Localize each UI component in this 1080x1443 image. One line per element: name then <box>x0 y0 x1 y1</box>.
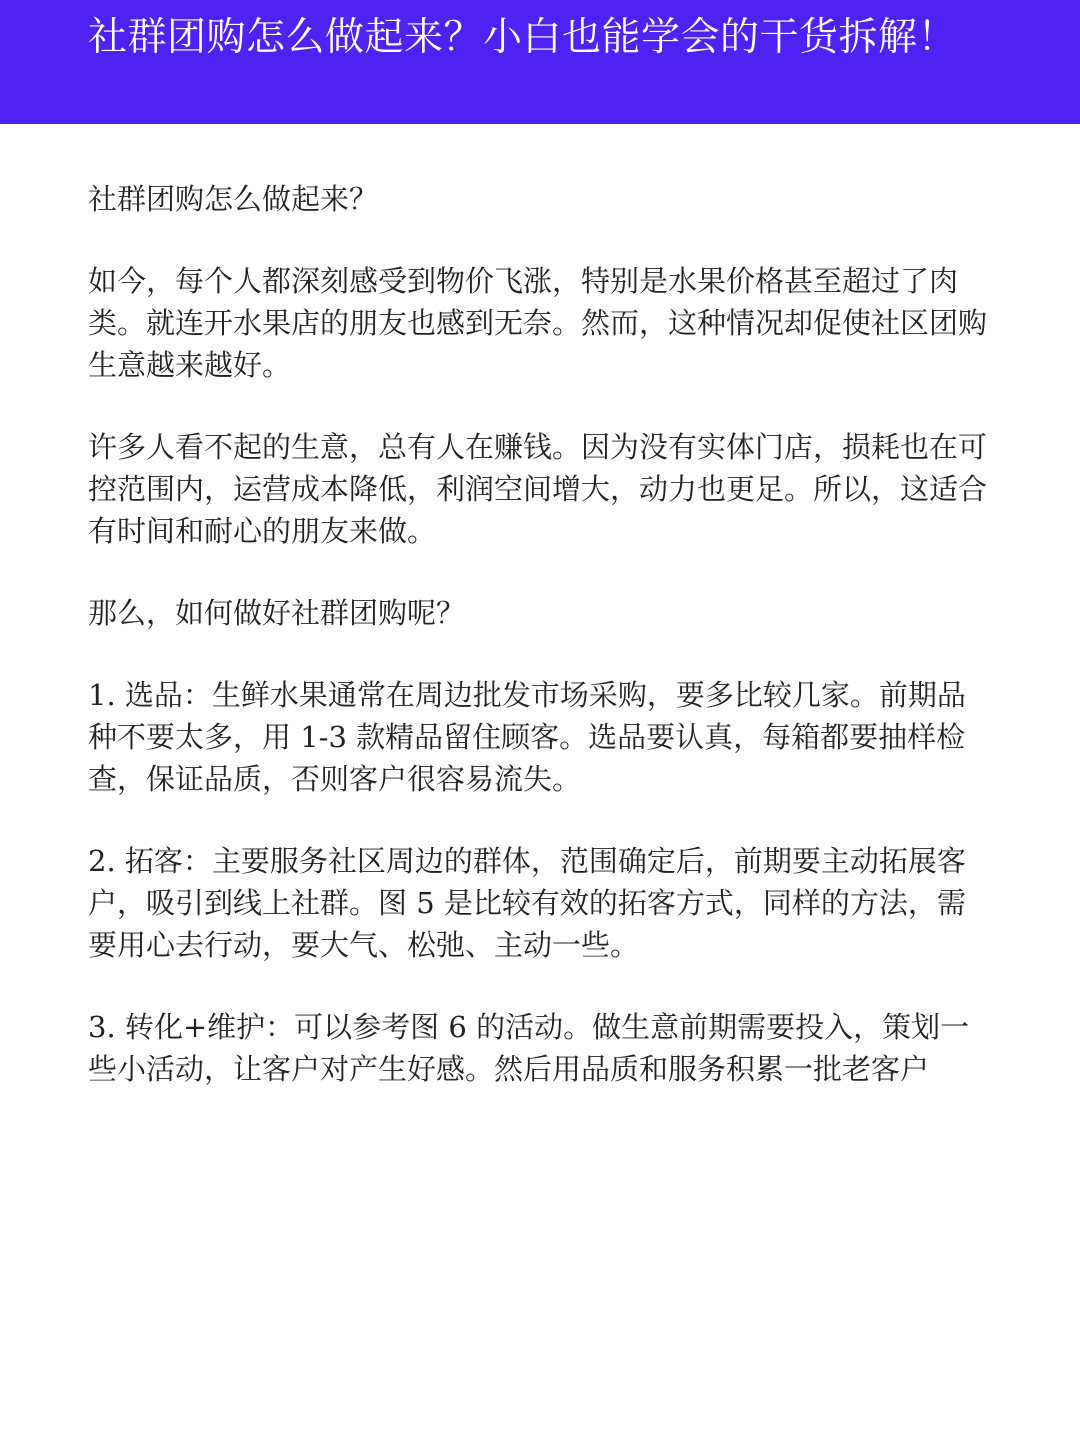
article-paragraph-how-to: 那么，如何做好社群团购呢？ <box>88 596 466 630</box>
article-paragraph-step-2: 2. 拓客：主要服务社区周边的群体，范围确定后，前期要主动拓展客户，吸引到线上社群。图 5 是比较有效的拓客方式，同样的方法，需要用心去行动，要大气、松弛、主动一些。 <box>88 844 966 962</box>
article-paragraph-step-1: 1. 选品：生鲜水果通常在周边批发市场采购，要多比较几家。前期品种不要太多，用 1-3 款精品留住顾客。选品要认真，每箱都要抽样检查，保证品质，否则客户很容易流失。 <box>88 678 966 796</box>
article-paragraph-intro-question: 社群团购怎么做起来？ <box>88 182 379 216</box>
article-paragraph-background: 如今，每个人都深刻感受到物价飞涨，特别是水果价格甚至超过了肉类。就连开水果店的朋友也感到无奈。然而，这种情况却促使社区团购生意越来越好。 <box>88 264 988 382</box>
article-paragraph-step-3: 3. 转化+维护：可以参考图 6 的活动。做生意前期需要投入，策划一些小活动，让客户对产生好感。然后用品质和服务积累一批老客户 <box>88 1010 970 1086</box>
article-paragraph-opportunity: 许多人看不起的生意，总有人在赚钱。因为没有实体门店，损耗也在可控范围内，运营成本降低，利润空间增大，动力也更足。所以，这适合有时间和耐心的朋友来做。 <box>88 430 988 548</box>
page-title: 社群团购怎么做起来？小白也能学会的干货拆解！ <box>88 15 958 60</box>
